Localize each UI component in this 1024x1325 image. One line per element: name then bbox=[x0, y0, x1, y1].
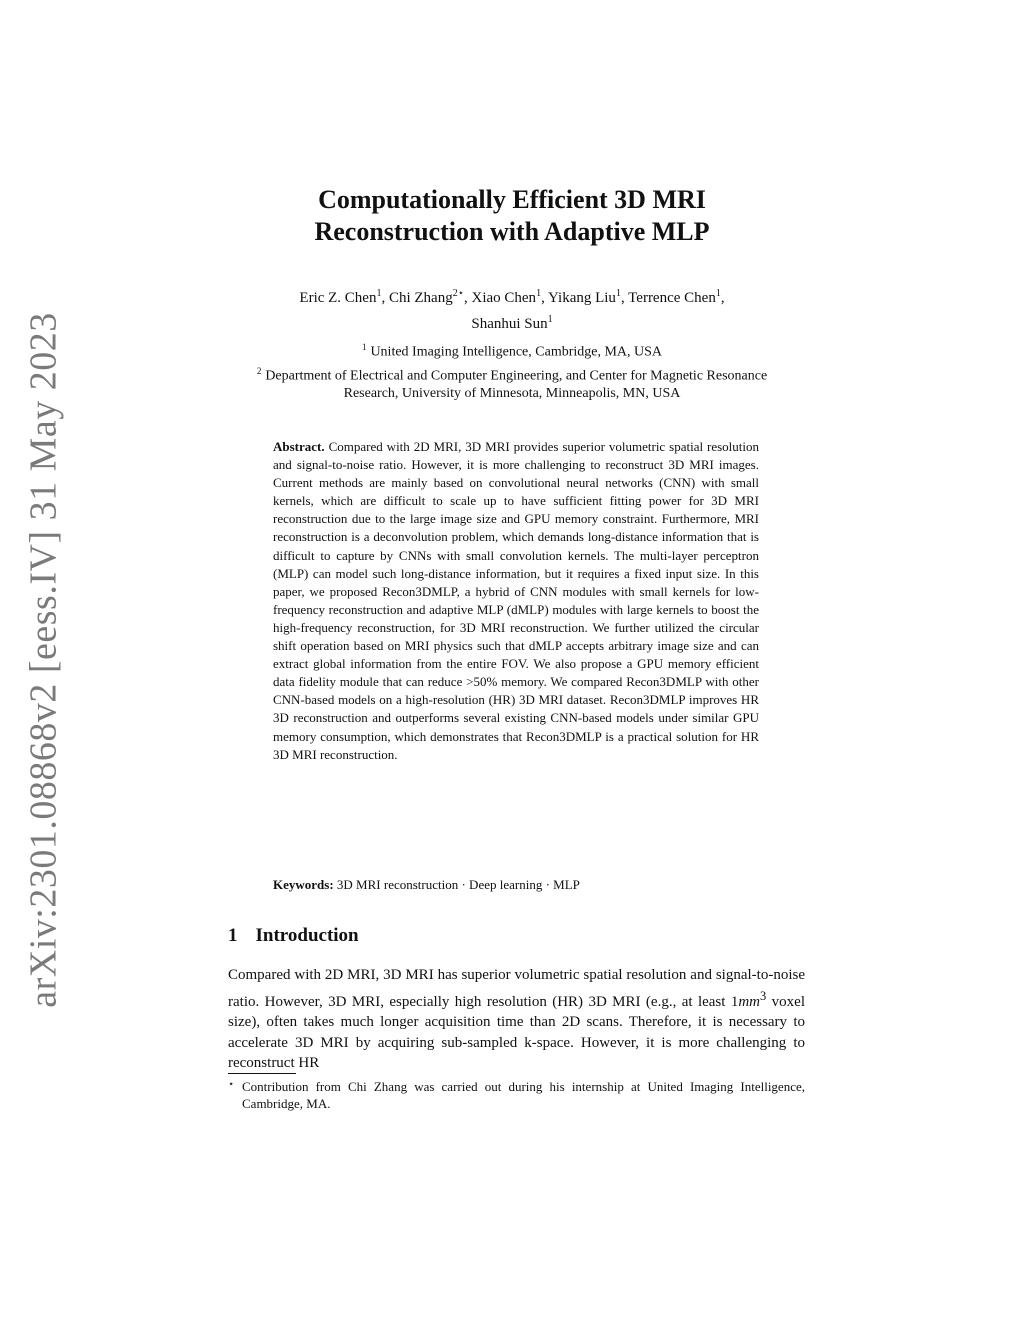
abstract bbox=[273, 438, 759, 764]
title-line-2: Reconstruction with Adaptive MLP bbox=[314, 217, 710, 246]
author-name: Shanhui Sun bbox=[471, 316, 548, 332]
abstract-label: Abstract. bbox=[273, 439, 325, 454]
section-heading bbox=[228, 925, 359, 947]
author-affiliation-mark: 2⋆ bbox=[452, 288, 464, 299]
affiliation-number: 1 bbox=[361, 342, 367, 352]
keywords-text: 3D MRI reconstruction · Deep learning · MLP bbox=[336, 877, 580, 892]
affiliation-text: United Imaging Intelligence, Cambridge, MA, USA bbox=[370, 344, 663, 360]
section-title: Introduction bbox=[255, 925, 359, 946]
section-number: 1 bbox=[228, 925, 238, 946]
intro-text-after: voxel size), often takes much longer acquisition time than 2D scans. Therefore, it is necessary to accelerate 3D MRI by acquiring sub-sampled k-space. However, it is more challenging to reconstruct HR bbox=[228, 993, 805, 1071]
footnote-divider bbox=[228, 1073, 296, 1074]
arxiv-identifier bbox=[14, 300, 74, 1020]
paper-title bbox=[200, 184, 824, 248]
footnote-text: Contribution from Chi Zhang was carried out during his internship at United Imaging Intelligence, Cambridge, MA. bbox=[242, 1079, 805, 1111]
title-line-1: Computationally Efficient 3D MRI bbox=[318, 185, 706, 214]
intro-math: mm bbox=[738, 993, 761, 1010]
author-affiliation-mark: 1 bbox=[715, 288, 721, 299]
arxiv-id-text: arXiv:2301.08868v2 [eess.IV] 31 May 2023 bbox=[23, 312, 66, 1008]
author-name: Xiao Chen bbox=[471, 290, 537, 306]
affiliations bbox=[230, 338, 794, 403]
author-affiliation-mark: 1 bbox=[547, 314, 553, 325]
author-affiliation-mark: 1 bbox=[615, 288, 621, 299]
footnote-marker: ⋆ bbox=[228, 1079, 235, 1090]
introduction-paragraph bbox=[228, 965, 805, 1074]
author-name: Terrence Chen bbox=[628, 290, 716, 306]
intro-text-before: Compared with 2D MRI, 3D MRI has superior volumetric spatial resolution and signal-to-noise ratio. However, 3D MRI, especially high resolution (HR) 3D MRI (e.g., at least 1 bbox=[228, 967, 805, 1010]
author-affiliation-mark: 1 bbox=[376, 288, 382, 299]
keywords bbox=[273, 876, 759, 894]
affiliation-1 bbox=[230, 338, 794, 362]
author-affiliation-mark: 1 bbox=[536, 288, 542, 299]
keywords-label: Keywords: bbox=[273, 877, 334, 892]
author-name: Eric Z. Chen bbox=[299, 290, 377, 306]
affiliation-2 bbox=[230, 362, 794, 404]
abstract-text: Compared with 2D MRI, 3D MRI provides superior volumetric spatial resolution and signal-to-noise ratio. However, it is more challenging to reconstruct 3D MRI images. Current methods are mainly based on convolutional neural networks (CNN) with small kernels, which are difficult to scale up to have sufficient fitting power for 3D MRI reconstruction due to the large image size and GPU memory constraint. Furthermore, MRI reconstruction is a deconvolution problem, which demands long-distance information that is difficult to capture by CNNs with small convolution kernels. The multi-layer perceptron (MLP) can model such long-distance information, but it requires a fixed input size. In this paper, we proposed Recon3DMLP, a hybrid of CNN modules with small kernels for low-frequency reconstruction and adaptive MLP (dMLP) modules with large kernels to boost the high-frequency reconstruction, for 3D MRI reconstruction. We further utilized the circular shift operation based on MRI physics such that dMLP accepts arbitrary image size and can extract global information from the entire FOV. We also propose a GPU memory efficient data fidelity module that can reduce >50% memory. We compared Recon3DMLP with other CNN-based models on a high-resolution (HR) 3D MRI dataset. Recon3DMLP improves HR 3D reconstruction and outperforms several existing CNN-based models under similar GPU memory consumption, which demonstrates that Recon3DMLP is a practical solution for HR 3D MRI reconstruction. bbox=[273, 439, 760, 762]
author-list: Eric Z. Chen$^1$, Chi Zhang$^{2⋆}$, Xiao Chen$^1$, Yikang Liu$^1$, Terrence Chen$^1$, Shanhui Sun$^1$ bbox=[299, 288, 725, 332]
author-name: Yikang Liu bbox=[548, 290, 616, 306]
author-name: Chi Zhang bbox=[388, 290, 453, 306]
intro-math-exponent: 3 bbox=[760, 988, 767, 1003]
affiliation-number: 2 bbox=[256, 365, 262, 376]
footnote bbox=[228, 1078, 805, 1112]
affiliation-text: Department of Electrical and Computer Engineering, and Center for Magnetic Resonance Research, University of Minnesota, Minneapolis, MN, USA bbox=[265, 368, 768, 402]
